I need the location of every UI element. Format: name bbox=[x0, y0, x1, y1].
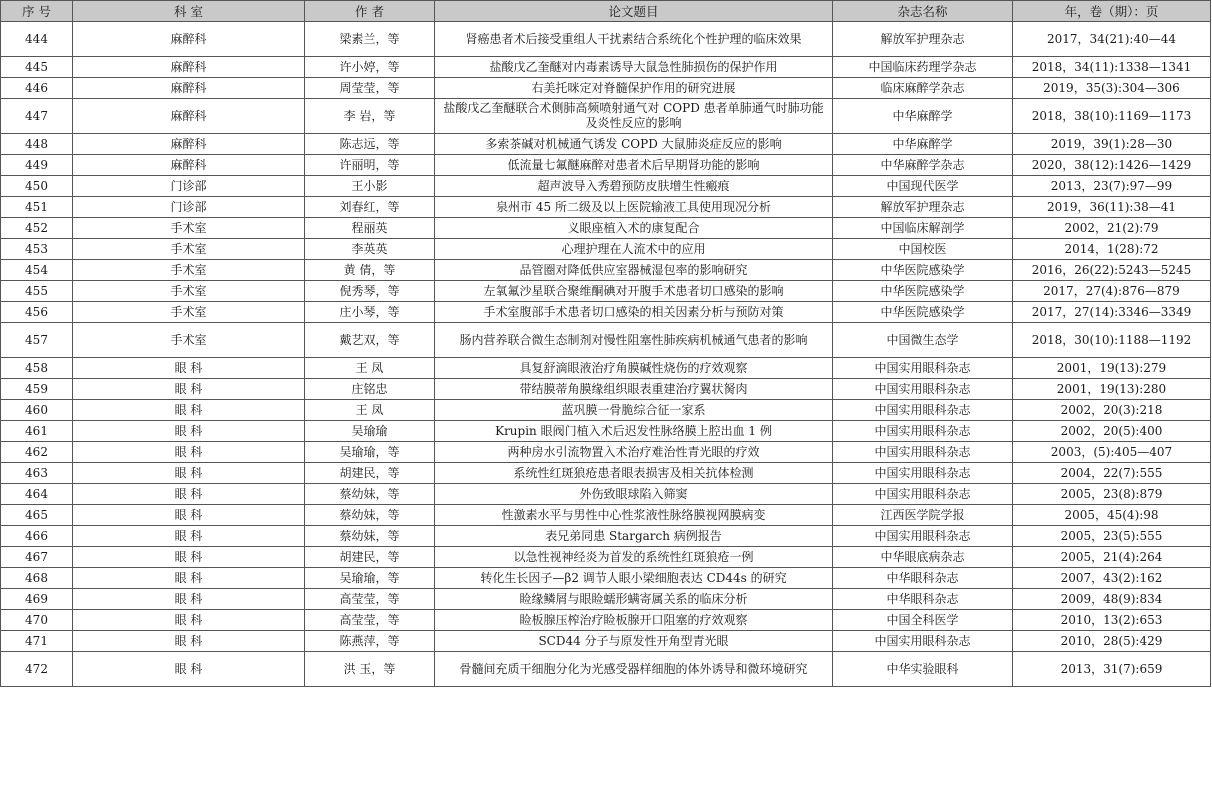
cell-dept: 眼 科 bbox=[73, 400, 305, 421]
table-row bbox=[1, 631, 1211, 652]
cell-author: 洪 玉，等 bbox=[305, 652, 435, 687]
header-no: 序 号 bbox=[1, 1, 73, 22]
cell-title: 转化生长因子—β2 调节人眼小梁细胞表达 CD44s 的研究 bbox=[435, 568, 833, 589]
cell-no: 456 bbox=[1, 302, 73, 323]
cell-author: 蔡幼妹，等 bbox=[305, 505, 435, 526]
cell-author: 梁素兰，等 bbox=[305, 22, 435, 57]
cell-journal: 中华麻醉学 bbox=[833, 134, 1013, 155]
table-row bbox=[1, 134, 1211, 155]
cell-no: 445 bbox=[1, 57, 73, 78]
cell-title: 右美托咪定对脊髓保护作用的研究进展 bbox=[435, 78, 833, 99]
table-row bbox=[1, 197, 1211, 218]
cell-no: 462 bbox=[1, 442, 73, 463]
cell-issue: 2018，38(10):1169—1173 bbox=[1013, 99, 1211, 134]
cell-title: 肾癌患者术后接受重组人干扰素结合系统化个性护理的临床效果 bbox=[435, 22, 833, 57]
table-row bbox=[1, 260, 1211, 281]
table-row bbox=[1, 379, 1211, 400]
table-row bbox=[1, 176, 1211, 197]
cell-title: 以急性视神经炎为首发的系统性红斑狼疮一例 bbox=[435, 547, 833, 568]
cell-no: 444 bbox=[1, 22, 73, 57]
cell-author: 庄小琴，等 bbox=[305, 302, 435, 323]
table-row bbox=[1, 484, 1211, 505]
cell-title: 具复舒滴眼液治疗角膜碱性烧伤的疗效观察 bbox=[435, 358, 833, 379]
cell-issue: 2009，48(9):834 bbox=[1013, 589, 1211, 610]
cell-author: 吴瑜瑜，等 bbox=[305, 568, 435, 589]
cell-title: 外伤致眼球陷入筛窦 bbox=[435, 484, 833, 505]
cell-author: 陈燕萍，等 bbox=[305, 631, 435, 652]
cell-dept: 眼 科 bbox=[73, 463, 305, 484]
header-author: 作 者 bbox=[305, 1, 435, 22]
cell-issue: 2017，27(4):876—879 bbox=[1013, 281, 1211, 302]
cell-no: 453 bbox=[1, 239, 73, 260]
cell-title: 义眼座植入术的康复配合 bbox=[435, 218, 833, 239]
cell-no: 468 bbox=[1, 568, 73, 589]
cell-issue: 2019，36(11):38—41 bbox=[1013, 197, 1211, 218]
cell-journal: 中国临床药理学杂志 bbox=[833, 57, 1013, 78]
cell-journal: 中华医院感染学 bbox=[833, 281, 1013, 302]
cell-issue: 2005，21(4):264 bbox=[1013, 547, 1211, 568]
cell-dept: 麻醉科 bbox=[73, 155, 305, 176]
table-row bbox=[1, 358, 1211, 379]
cell-issue: 2017，34(21):40—44 bbox=[1013, 22, 1211, 57]
cell-title: 超声波导入秀碧预防皮肤增生性瘢痕 bbox=[435, 176, 833, 197]
cell-journal: 中华眼科杂志 bbox=[833, 568, 1013, 589]
cell-no: 461 bbox=[1, 421, 73, 442]
cell-author: 胡建民，等 bbox=[305, 463, 435, 484]
cell-dept: 麻醉科 bbox=[73, 57, 305, 78]
cell-journal: 中国实用眼科杂志 bbox=[833, 463, 1013, 484]
cell-author: 周莹莹，等 bbox=[305, 78, 435, 99]
cell-no: 452 bbox=[1, 218, 73, 239]
cell-issue: 2005，45(4):98 bbox=[1013, 505, 1211, 526]
cell-title: 品管圈对降低供应室器械湿包率的影响研究 bbox=[435, 260, 833, 281]
table-row bbox=[1, 547, 1211, 568]
header-dept: 科 室 bbox=[73, 1, 305, 22]
cell-issue: 2002，20(3):218 bbox=[1013, 400, 1211, 421]
cell-no: 448 bbox=[1, 134, 73, 155]
header-journal: 杂志名称 bbox=[833, 1, 1013, 22]
cell-no: 455 bbox=[1, 281, 73, 302]
cell-issue: 2002，20(5):400 bbox=[1013, 421, 1211, 442]
cell-no: 459 bbox=[1, 379, 73, 400]
cell-journal: 解放军护理杂志 bbox=[833, 22, 1013, 57]
cell-no: 460 bbox=[1, 400, 73, 421]
cell-title: 心理护理在人流术中的应用 bbox=[435, 239, 833, 260]
cell-dept: 眼 科 bbox=[73, 505, 305, 526]
table-header-row bbox=[1, 1, 1211, 22]
cell-no: 449 bbox=[1, 155, 73, 176]
cell-no: 457 bbox=[1, 323, 73, 358]
cell-no: 467 bbox=[1, 547, 73, 568]
cell-author: 许丽明，等 bbox=[305, 155, 435, 176]
cell-author: 高莹莹，等 bbox=[305, 610, 435, 631]
cell-dept: 眼 科 bbox=[73, 589, 305, 610]
table-row bbox=[1, 463, 1211, 484]
table-row bbox=[1, 442, 1211, 463]
cell-title: 肠内营养联合微生态制剂对慢性阻塞性肺疾病机械通气患者的影响 bbox=[435, 323, 833, 358]
cell-dept: 麻醉科 bbox=[73, 22, 305, 57]
cell-journal: 中华眼底病杂志 bbox=[833, 547, 1013, 568]
cell-author: 王 凤 bbox=[305, 358, 435, 379]
cell-dept: 眼 科 bbox=[73, 379, 305, 400]
cell-no: 470 bbox=[1, 610, 73, 631]
cell-journal: 中华实验眼科 bbox=[833, 652, 1013, 687]
cell-author: 胡建民，等 bbox=[305, 547, 435, 568]
cell-dept: 手术室 bbox=[73, 323, 305, 358]
cell-issue: 2020，38(12):1426—1429 bbox=[1013, 155, 1211, 176]
cell-author: 黄 倩，等 bbox=[305, 260, 435, 281]
cell-issue: 2005，23(8):879 bbox=[1013, 484, 1211, 505]
cell-issue: 2013，31(7):659 bbox=[1013, 652, 1211, 687]
cell-issue: 2001，19(13):279 bbox=[1013, 358, 1211, 379]
cell-issue: 2017，27(14):3346—3349 bbox=[1013, 302, 1211, 323]
cell-title: 泉州市 45 所二级及以上医院输液工具使用现况分析 bbox=[435, 197, 833, 218]
cell-issue: 2002，21(2):79 bbox=[1013, 218, 1211, 239]
cell-no: 458 bbox=[1, 358, 73, 379]
cell-dept: 手术室 bbox=[73, 281, 305, 302]
cell-title: 左氧氟沙星联合聚维酮碘对开腹手术患者切口感染的影响 bbox=[435, 281, 833, 302]
cell-journal: 中国实用眼科杂志 bbox=[833, 442, 1013, 463]
cell-journal: 中国实用眼科杂志 bbox=[833, 526, 1013, 547]
table-row bbox=[1, 155, 1211, 176]
cell-journal: 中华眼科杂志 bbox=[833, 589, 1013, 610]
cell-no: 464 bbox=[1, 484, 73, 505]
table-row bbox=[1, 239, 1211, 260]
cell-title: 多索茶碱对机械通气诱发 COPD 大鼠肺炎症反应的影响 bbox=[435, 134, 833, 155]
cell-title: 低流量七氟醚麻醉对患者术后早期肾功能的影响 bbox=[435, 155, 833, 176]
cell-issue: 2004，22(7):555 bbox=[1013, 463, 1211, 484]
cell-no: 454 bbox=[1, 260, 73, 281]
cell-journal: 中国微生态学 bbox=[833, 323, 1013, 358]
table-row bbox=[1, 22, 1211, 57]
cell-title: 手术室腹部手术患者切口感染的相关因素分析与预防对策 bbox=[435, 302, 833, 323]
cell-title: 蓝巩膜一骨脆综合征一家系 bbox=[435, 400, 833, 421]
table-row bbox=[1, 589, 1211, 610]
cell-journal: 中国实用眼科杂志 bbox=[833, 631, 1013, 652]
cell-title: 表兄弟同患 Stargarch 病例报告 bbox=[435, 526, 833, 547]
table-row bbox=[1, 302, 1211, 323]
cell-issue: 2019，35(3):304—306 bbox=[1013, 78, 1211, 99]
cell-issue: 2016，26(22):5243—5245 bbox=[1013, 260, 1211, 281]
cell-author: 李 岩，等 bbox=[305, 99, 435, 134]
cell-title: SCD44 分子与原发性开角型青光眼 bbox=[435, 631, 833, 652]
cell-author: 蔡幼妹，等 bbox=[305, 526, 435, 547]
cell-author: 蔡幼妹，等 bbox=[305, 484, 435, 505]
cell-issue: 2018，34(11):1338—1341 bbox=[1013, 57, 1211, 78]
cell-no: 472 bbox=[1, 652, 73, 687]
cell-author: 陈志远，等 bbox=[305, 134, 435, 155]
table-row bbox=[1, 652, 1211, 687]
cell-journal: 中华麻醉学 bbox=[833, 99, 1013, 134]
cell-dept: 眼 科 bbox=[73, 484, 305, 505]
cell-dept: 门诊部 bbox=[73, 197, 305, 218]
cell-no: 466 bbox=[1, 526, 73, 547]
cell-author: 李英英 bbox=[305, 239, 435, 260]
cell-dept: 眼 科 bbox=[73, 421, 305, 442]
cell-author: 庄铭忠 bbox=[305, 379, 435, 400]
cell-journal: 中华医院感染学 bbox=[833, 260, 1013, 281]
cell-author: 吴瑜瑜，等 bbox=[305, 442, 435, 463]
cell-title: 睑缘鳞屑与眼睑蠕形螨寄属关系的临床分析 bbox=[435, 589, 833, 610]
table-row bbox=[1, 281, 1211, 302]
header-issue: 年，卷（期）：页 bbox=[1013, 1, 1211, 22]
cell-journal: 中华麻醉学杂志 bbox=[833, 155, 1013, 176]
cell-dept: 眼 科 bbox=[73, 358, 305, 379]
cell-author: 戴艺双，等 bbox=[305, 323, 435, 358]
cell-author: 高莹莹，等 bbox=[305, 589, 435, 610]
table-body bbox=[1, 22, 1211, 687]
cell-title: 骨髓间充质干细胞分化为光感受器样细胞的体外诱导和微环境研究 bbox=[435, 652, 833, 687]
cell-issue: 2005，23(5):555 bbox=[1013, 526, 1211, 547]
cell-dept: 麻醉科 bbox=[73, 99, 305, 134]
cell-dept: 眼 科 bbox=[73, 610, 305, 631]
cell-dept: 眼 科 bbox=[73, 568, 305, 589]
cell-dept: 手术室 bbox=[73, 218, 305, 239]
cell-dept: 眼 科 bbox=[73, 631, 305, 652]
cell-author: 吴瑜瑜 bbox=[305, 421, 435, 442]
cell-journal: 临床麻醉学杂志 bbox=[833, 78, 1013, 99]
cell-dept: 眼 科 bbox=[73, 526, 305, 547]
cell-issue: 2010，13(2):653 bbox=[1013, 610, 1211, 631]
cell-issue: 2007，43(2):162 bbox=[1013, 568, 1211, 589]
cell-issue: 2010，28(5):429 bbox=[1013, 631, 1211, 652]
cell-title: 两种房水引流物置入术治疗难治性青光眼的疗效 bbox=[435, 442, 833, 463]
table-row bbox=[1, 78, 1211, 99]
table-row bbox=[1, 568, 1211, 589]
cell-issue: 2003，(5):405—407 bbox=[1013, 442, 1211, 463]
cell-author: 刘春红，等 bbox=[305, 197, 435, 218]
cell-no: 469 bbox=[1, 589, 73, 610]
cell-journal: 中国实用眼科杂志 bbox=[833, 358, 1013, 379]
cell-journal: 中国临床解剖学 bbox=[833, 218, 1013, 239]
cell-title: 性激素水平与男性中心性浆液性脉络膜视网膜病变 bbox=[435, 505, 833, 526]
cell-title: Krupin 眼阀门植入术后迟发性脉络膜上腔出血 1 例 bbox=[435, 421, 833, 442]
cell-no: 450 bbox=[1, 176, 73, 197]
cell-journal: 江西医学院学报 bbox=[833, 505, 1013, 526]
cell-title: 带结膜蒂角膜缘组织眼表重建治疗翼状胬肉 bbox=[435, 379, 833, 400]
cell-no: 463 bbox=[1, 463, 73, 484]
cell-title: 盐酸戊乙奎醚对内毒素诱导大鼠急性肺损伤的保护作用 bbox=[435, 57, 833, 78]
cell-author: 王小影 bbox=[305, 176, 435, 197]
cell-dept: 眼 科 bbox=[73, 442, 305, 463]
table-row bbox=[1, 505, 1211, 526]
cell-journal: 解放军护理杂志 bbox=[833, 197, 1013, 218]
cell-journal: 中国实用眼科杂志 bbox=[833, 379, 1013, 400]
cell-title: 睑板腺压榨治疗睑板腺开口阻塞的疗效观察 bbox=[435, 610, 833, 631]
cell-dept: 手术室 bbox=[73, 239, 305, 260]
cell-journal: 中国现代医学 bbox=[833, 176, 1013, 197]
cell-no: 447 bbox=[1, 99, 73, 134]
cell-author: 许小婷，等 bbox=[305, 57, 435, 78]
cell-journal: 中国校医 bbox=[833, 239, 1013, 260]
cell-title: 系统性红斑狼疮患者眼表损害及相关抗体检测 bbox=[435, 463, 833, 484]
table-row bbox=[1, 57, 1211, 78]
cell-dept: 手术室 bbox=[73, 302, 305, 323]
cell-dept: 眼 科 bbox=[73, 652, 305, 687]
table-row bbox=[1, 610, 1211, 631]
cell-issue: 2019，39(1):28—30 bbox=[1013, 134, 1211, 155]
table-row bbox=[1, 400, 1211, 421]
cell-journal: 中国实用眼科杂志 bbox=[833, 484, 1013, 505]
cell-no: 465 bbox=[1, 505, 73, 526]
cell-no: 471 bbox=[1, 631, 73, 652]
table-row bbox=[1, 218, 1211, 239]
cell-dept: 麻醉科 bbox=[73, 78, 305, 99]
cell-dept: 手术室 bbox=[73, 260, 305, 281]
cell-journal: 中华医院感染学 bbox=[833, 302, 1013, 323]
cell-no: 446 bbox=[1, 78, 73, 99]
cell-issue: 2018，30(10):1188—1192 bbox=[1013, 323, 1211, 358]
cell-issue: 2001，19(13):280 bbox=[1013, 379, 1211, 400]
table-row bbox=[1, 99, 1211, 134]
cell-journal: 中国全科医学 bbox=[833, 610, 1013, 631]
cell-author: 王 凤 bbox=[305, 400, 435, 421]
cell-dept: 麻醉科 bbox=[73, 134, 305, 155]
cell-journal: 中国实用眼科杂志 bbox=[833, 421, 1013, 442]
cell-title: 盐酸戊乙奎醚联合术侧肺高频喷射通气对 COPD 患者单肺通气时肺功能及炎性反应的影响 bbox=[435, 99, 833, 134]
cell-dept: 眼 科 bbox=[73, 547, 305, 568]
table-row bbox=[1, 421, 1211, 442]
cell-no: 451 bbox=[1, 197, 73, 218]
cell-dept: 门诊部 bbox=[73, 176, 305, 197]
cell-issue: 2013，23(7):97—99 bbox=[1013, 176, 1211, 197]
table-row bbox=[1, 526, 1211, 547]
header-title: 论文题目 bbox=[435, 1, 833, 22]
table-row bbox=[1, 323, 1211, 358]
cell-author: 程丽英 bbox=[305, 218, 435, 239]
cell-author: 倪秀琴，等 bbox=[305, 281, 435, 302]
cell-journal: 中国实用眼科杂志 bbox=[833, 400, 1013, 421]
cell-issue: 2014，1(28):72 bbox=[1013, 239, 1211, 260]
